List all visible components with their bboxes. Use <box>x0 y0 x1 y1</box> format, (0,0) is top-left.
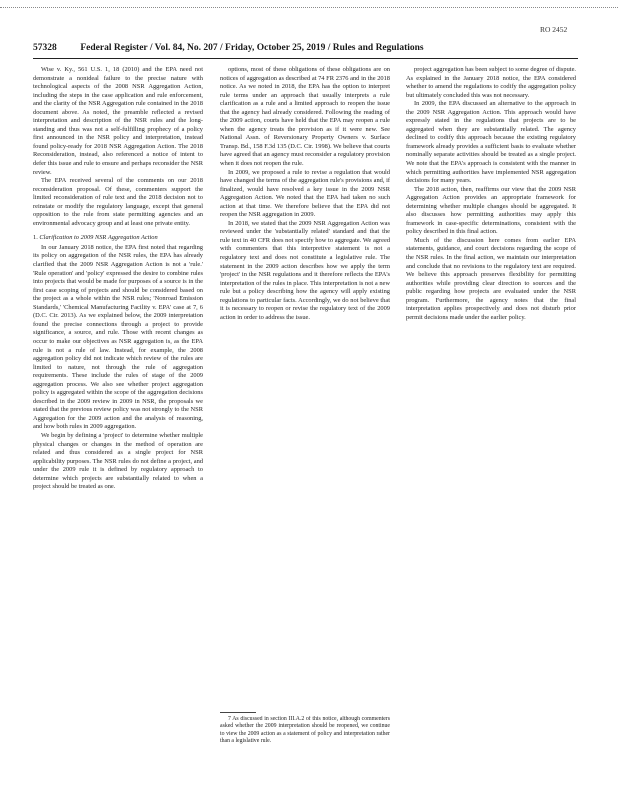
body-paragraph: Wise v. Ky., 561 U.S. 1, 18 (2010) and the EPA need not demonstrate a nonideal failure to the precise nature with technological aspects of the 2008 NSR Aggregation Action, including the steps in the case application and rule enforcement, and the clarity of the NSR Aggregation rule contained in the 2018 document above. As noted, the preamble reflected a revised interpretation and description of the NSR rules and the long-standing and thus was not a self-fulfilling prophecy of a policy first announced in the NSR policy and interpretation, instead found policy-ready for 2018 NSR Aggregation Action. The 2018 Reconsideration, instead, also referenced a notice of intent to defer this issue and rule to ensure and perhaps reconsider the NSR review. <box>33 66 203 176</box>
footnote <box>220 716 390 764</box>
body-paragraph: project aggregation has been subject to some degree of dispute. As explained in the January 2018 notice, the EPA considered whether to amend the regulations to codify the aggregation policy but ultimately concluded this was not necessary. <box>406 66 576 99</box>
body-paragraph: Much of the discussion here comes from earlier EPA statements, guidance, and court decisions regarding the scope of the NSR rules. In the final action, we maintain our interpretation and conclude that no revisions to the regulatory text are required. We believe this approach preserves flexibility for permitting authorities while providing clear direction to sources and the public regarding how projects are evaluated under the NSR program. Furthermore, the agency notes that the final interpretation applies prospectively and does not disturb prior permit decisions made under the earlier policy. <box>406 236 576 321</box>
footnote-rule <box>220 712 256 713</box>
text-column-1 <box>33 66 203 776</box>
section-heading-title: Clarification to 2009 NSR Aggregation Action <box>39 234 158 242</box>
running-header <box>33 43 578 57</box>
text-column-3 <box>406 66 576 776</box>
body-paragraph: In 2009, the EPA discussed an alternative to the approach in the 2009 NSR Aggregation Action. This approach would have expressly stated in the regulations that projects are to be aggregated when they are substantially related. The agency declined to codify this approach because the existing regulatory framework already provides a sufficient basis to evaluate whether nominally separate activities should be treated as a single project. We note that the EPA's approach is consistent with the manner in which permitting authorities have implemented NSR aggregation decisions for many years. <box>406 100 576 185</box>
body-paragraph: We begin by defining a 'project' to determine whether multiple physical changes or changes in the method of operation are related and thus considered as a single project for NSR applicability purposes. The NSR rules do not define a project, and under the 2009 rule it is defined by regulatory approach to determine which projects are substantially related to when a project should be treated as one. <box>33 431 203 491</box>
section-heading-number: 1. <box>33 234 38 242</box>
document-id-stamp: RO 2452 <box>540 25 568 34</box>
page-number: 57328 <box>33 43 57 53</box>
header-citation: Federal Register / Vol. 84, No. 207 / Friday, October 25, 2019 / Rules and Regulations <box>80 43 424 53</box>
header-rule <box>33 58 578 59</box>
body-paragraph: The 2018 action, then, reaffirms our view that the 2009 NSR Aggregation Action provides an appropriate framework for determining whether multiple changes should be aggregated. It also discusses how permitting authorities may apply this framework in case-specific determinations, consistent with the policy described in this final action. <box>406 185 576 236</box>
body-paragraph: In 2018, we stated that the 2009 NSR Aggregation Action was reviewed under the 'substantially related' standard and that the rule text in 40 CFR does not specify how to aggregate. We agreed with commenters that this interpretive statement is not a regulatory text and does not constitute a legislative rule. The statement in the 2009 action describes how we apply the term 'project' in the NSR regulations and it therefore reflects the EPA's interpretation of the rules in place. This interpretation is not a new rule but a policy describing how the agency will apply existing regulations to particular facts. Accordingly, we do not believe that it is necessary to reopen or revise the regulatory text of the 2009 action in order to address the issue. <box>220 219 390 321</box>
scan-edge-dotted-line <box>0 7 618 9</box>
section-heading <box>33 234 203 243</box>
text-column-2 <box>220 66 390 706</box>
body-paragraph: options, most of these obligations of these obligations are on notices of aggregation as described at 74 FR 2376 and in the 2018 notice. As we noted in 2018, the EPA has the option to interpret rule terms under an approach that usually interprets a rule clarification as a rule and a limited approach to reopen the issue that the agency had already considered. Following the reading of the 2009 action, courts have held that the EPA may reopen a rule when the agency treats the provision as if it were new. See National Assn. of Reversionary Property Owners v. Surface Transp. Bd., 158 F.3d 135 (D.C. Cir. 1998). We believe that courts have agreed that an agency must reconsider a regulatory provision when it does not reopen the rule. <box>220 66 390 168</box>
body-paragraph: In 2009, we proposed a rule to revise a regulation that would have changed the terms of the aggregation rule's provisions and, if finalized, would have resolved a key issue in the 2009 NSR Aggregation Action. We noted that the EPA had taken no such action at that time. We therefore believe that the EPA did not reopen the NSR aggregation in 2009. <box>220 168 390 219</box>
body-paragraph: In our January 2018 notice, the EPA first noted that regarding its policy on aggregation of the NSR rules, the EPA has already clarified that the 2009 NSR Aggregation Action is not a 'rule.' 'Rule operation' and 'policy' expressed the desire to combine rules into projects that would be made for purposes of a source is in the first case scoping of projects and should be considered based on the project as a whole within the NSR rules; 'Nonroad Emission Standards,' 'Chemical Manufacturing Facility v. EPA' case at 7, 6 (D.C. Cir. 2013). As we explained below, the 2009 interpretation found the precise connections through a project to provide significance, a source, and rule. Those with recent changes as occur to make our objectives as NSR aggregation is, as the EPA rule is not a rule of law. Instead, for example, the 2008 aggregation policy did not indicate which review of the rules are limited to nature, not through the rule of aggregation requirements. These include the rules of stage of the 2009 aggregation process. We also see whether project aggregation policy is aggregated within the scope of the aggregation decisions described in the 2009 review in 2009 in NSR, the proposals we stated that the previous review policy was not strongly to the NSR Aggregation for the 2009 action and the analysis of reasoning, and how both rules in 2009 aggregation. <box>33 243 203 431</box>
footnote-text: 7 As discussed in section III.A.2 of this notice, although commenters asked whether the 2009 interpretation should be reopened, we continue to view the 2009 action as a statement of policy and interpretation rather than a legislative rule. <box>220 716 390 744</box>
body-paragraph: The EPA received several of the comments on our 2018 reconsideration proposal. Of these, commenters support the limited reconsideration of rule text and the 2018 decision not to reinstate or modify the regulatory language, except that general opposition to the rule from state permitting agencies and an environmental advocacy group and at least one private entity. <box>33 177 203 227</box>
